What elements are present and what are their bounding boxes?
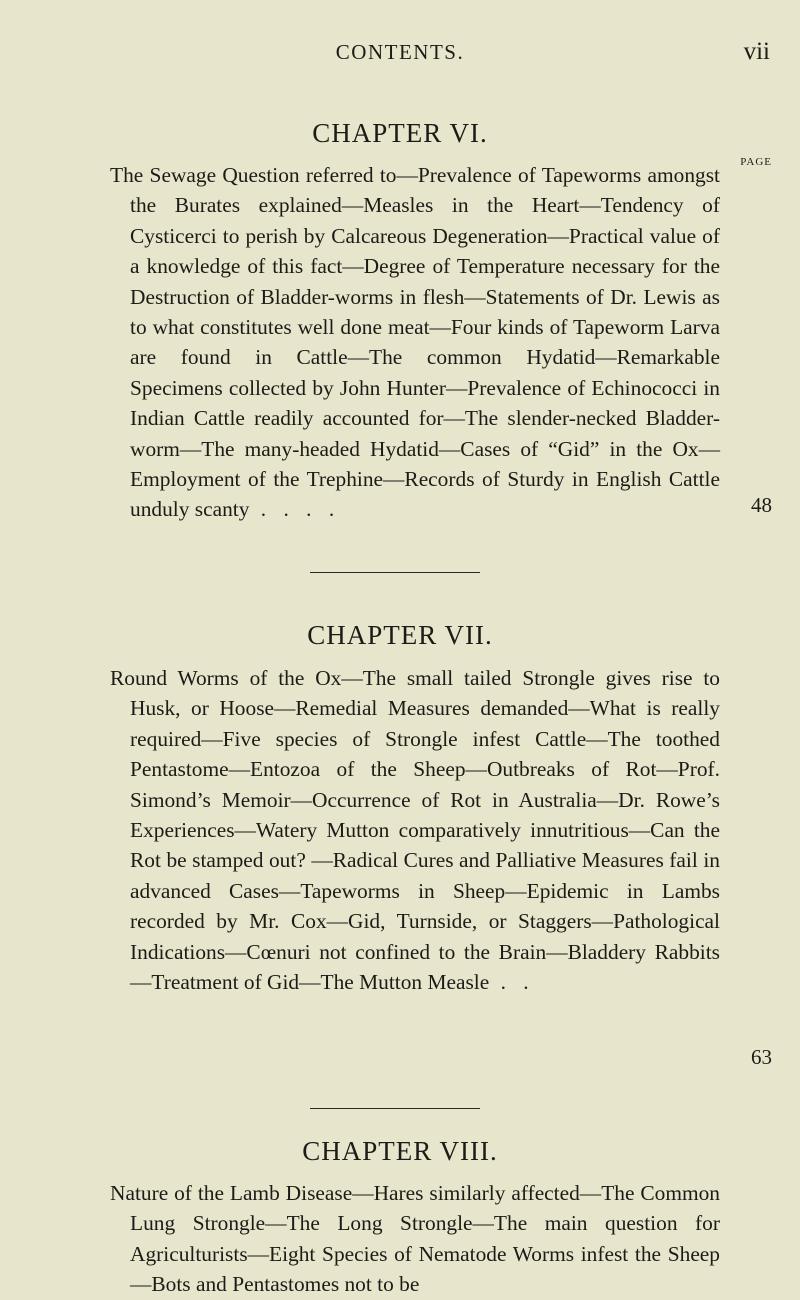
chapter-vii-text: Round Worms of the Ox—The small tailed Strongle gives rise to Husk, or Hoose—Remedial Measures demanded—What is really required—Five species of Strongle infest Cattle—The toothed Pentastome—Entozoa of the Sheep—Outbreaks of Rot—Prof. Simond’s Memoir—Occurrence of Rot in Australia—Dr. Rowe’s Experiences—Watery Mutton comparatively innutritious—Can the Rot be stamped out? —Radical Cures and Palliative Measures fail in advanced Cases—Tapeworms in Sheep—Epidemic in Lambs recorded by Mr. Cox—Gid, Turnside, or Staggers—Pathological Indications—Cœnuri not confined to the Brain—Bladdery Rabbits—Treatment of Gid—The Mutton Measle bbox=[110, 666, 720, 995]
running-head bbox=[0, 38, 800, 68]
chapter-heading-vi: CHAPTER VI. bbox=[312, 118, 488, 148]
chapter-vii-page-number: 63 bbox=[751, 1045, 772, 1069]
running-head-page-number: vii bbox=[743, 38, 770, 65]
chapter-vi-summary bbox=[110, 160, 720, 525]
chapter-vii-leader: . . bbox=[489, 970, 535, 995]
page-column-label: PAGE bbox=[740, 156, 772, 168]
chapter-vi-text: The Sewage Question referred to—Prevalence of Tapeworms amongst the Burates explained—Measles in the Heart—Tendency of Cysticerci to perish by Calcareous Degeneration—Practical value of a knowledge of this fact—Degree of Temperature necessary for the Destruction of Bladder-worms in flesh—Statements of Dr. Lewis as to what constitutes well done meat—Four kinds of Tapeworm Larva are found in Cattle—The common Hydatid—Remarkable Specimens collected by John Hunter—Prevalence of Echinococci in Indian Cattle readily accounted for—The slender-necked Bladder-worm—The many-headed Hydatid—Cases of “Gid” in the Ox—Employment of the Trephine—Records of Sturdy in English Cattle unduly scanty bbox=[110, 163, 720, 522]
section-divider bbox=[310, 572, 480, 573]
running-head-title: CONTENTS. bbox=[335, 40, 465, 64]
chapter-vii-summary bbox=[110, 663, 720, 997]
chapter-viii-text: Nature of the Lamb Disease—Hares similarly affected—The Common Lung Strongle—The Long Strongle—The main question for Agriculturists—Eight Species of Nematode Worms infest the Sheep—Bots and Pentastomes not to be bbox=[110, 1181, 720, 1297]
chapter-vi-leader: . . . . bbox=[249, 497, 341, 522]
chapter-vi-page-number: 48 bbox=[751, 493, 772, 517]
chapter-heading-viii: CHAPTER VIII. bbox=[302, 1136, 498, 1166]
section-divider bbox=[310, 1108, 480, 1109]
chapter-heading-vii: CHAPTER VII. bbox=[307, 620, 493, 650]
chapter-viii-summary bbox=[110, 1178, 720, 1300]
